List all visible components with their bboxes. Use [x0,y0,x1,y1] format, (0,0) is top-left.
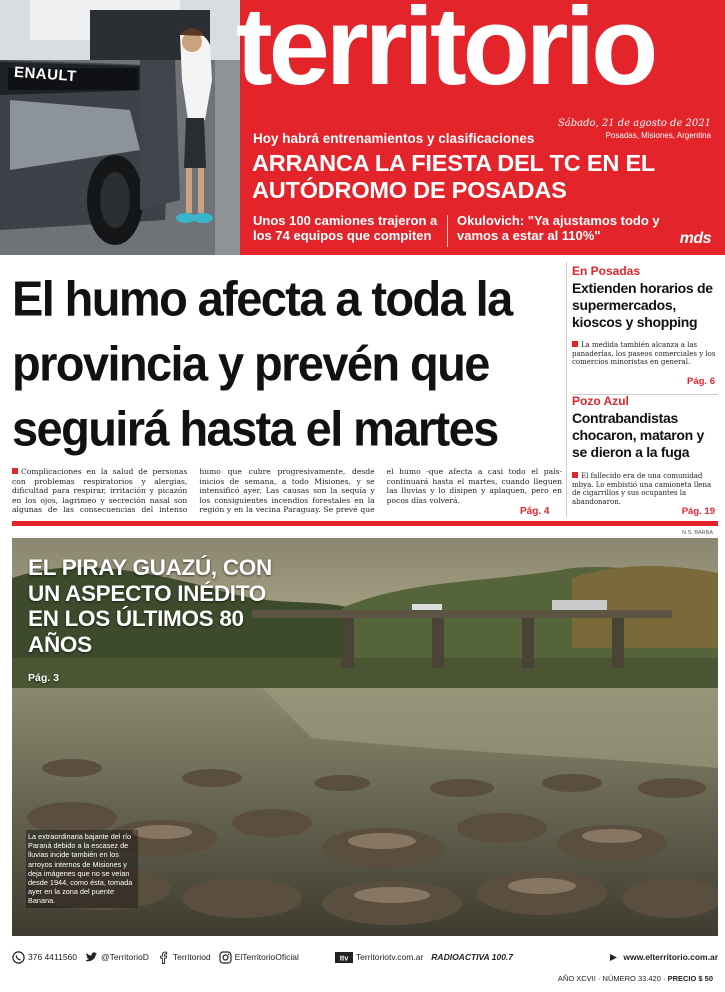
section-divider [12,521,718,526]
footer-twitter[interactable] [85,951,149,964]
bullet-icon [572,472,578,478]
footer-instagram-label: ElTerritorioOficial [234,952,299,962]
river-headline[interactable]: EL PIRAY GUAZÚ, CON UN ASPECTO INÉDITO EN LOS ÚLTIMOS 80 AÑOS [28,555,272,657]
svg-text:ttv: ttv [339,955,349,962]
side-kicker-pozo-azul: Pozo Azul [572,394,629,408]
issue-price: PRECIO $ 50 [667,974,713,983]
side-body-text: El fallecido era de una comunidad mbya. Lo embistió una camioneta llena de cigarrillos y sus ocupantes la abandonaron. [572,472,712,506]
facebook-icon [157,951,170,964]
river-page-ref[interactable]: Pág. 3 [28,672,59,684]
issue-number: NÚMERO 33.420 [602,974,661,983]
footer-instagram[interactable] [219,951,299,964]
tc-divider [447,215,448,247]
issue-year: AÑO XCVII [557,974,596,983]
side-title-pozo-azul[interactable]: Contrabandistas chocaron, mataron y se dieron a la fuga [572,410,705,460]
footer-radio[interactable] [431,951,513,964]
column-rule [566,262,567,517]
footer-twitter-label: @TerritorioD [101,952,149,962]
footer-website[interactable] [607,951,718,964]
footer-whatsapp-label: 376 4411560 [28,952,78,962]
main-body-text: Complicaciones en la salud de personas con problemas respiratorios y alergias, dificultad para respirar, irritación y picazón en los ojos, lagrimeo y secreción nasal son algunas de las consecuencias del intenso humo que cubre progresivamente, desde inicios de semana, a todo Misiones, y se intensificó ayer. Las causas son la sequía y los consiguientes incendios forestales en la región y en la vecina Paraguay. Se prevé que el humo -que afecta a casi todo el país- continuará hasta el martes, cuando lleguen las lluvias y lo disipen y aplaquen, pero en pocos días volverá. [12,467,562,515]
main-headline[interactable]: El humo afecta a toda la provincia y prevén que seguirá hasta el martes [12,270,512,457]
footer-ttv-label: Territoriotv.com.ar [355,952,424,962]
main-page-ref[interactable]: Pág. 4 [520,506,550,517]
side-page-posadas[interactable]: Pág. 6 [687,376,715,387]
side-body-text: La medida también alcanza a las panaderías, los paseos comerciales y los comercios minoristas en general. [572,341,716,367]
river-photo-caption: La extraordinaria bajante del río Paraná debido a la escasez de lluvias incide también en los arroyos internos de Misiones y deja imágenes que no se veían desde 1944, como ésta, tomada ayer en la zona del puente Banana. [26,830,138,908]
tc-kicker: Hoy habrá entrenamientos y clasificaciones [253,131,535,146]
ttv-icon [335,951,353,964]
footer-facebook[interactable] [157,951,211,964]
footer-social-bar [12,946,718,968]
side-kicker-posadas: En Posadas [572,264,641,278]
side-body-pozo-azul [572,472,718,506]
tc-subheadline-right[interactable]: Okulovich: "Ya ajustamos todo y vamos a estar al 110%" [457,213,660,244]
issue-date: Sábado, 21 de agosto de 2021 [557,118,711,129]
issue-place: Posadas, Misiones, Argentina [605,131,711,140]
tc-subheadline-left[interactable]: Unos 100 camiones trajeron a los 74 equipos que compiten [253,213,438,244]
instagram-icon [219,951,232,964]
footer-facebook-label: Territoriod [172,952,211,962]
side-body-posadas [572,341,718,367]
car-brand-label: ENAULT [13,63,78,86]
tc-headline[interactable]: ARRANCA LA FIESTA DEL TC EN EL AUTÓDROMO DE POSADAS [252,150,655,204]
main-story-body [12,467,562,515]
bullet-icon [12,468,18,474]
globe-icon [607,951,620,964]
side-title-posadas[interactable]: Extienden horarios de supermercados, kioscos y shopping [572,280,713,330]
masthead [0,0,725,255]
whatsapp-icon [12,951,25,964]
newspaper-logo[interactable]: territorio [236,0,655,108]
mds-partner-logo: mds [679,230,711,247]
bullet-icon [572,341,578,347]
side-page-pozo-azul[interactable]: Pág. 19 [681,506,715,517]
twitter-icon [85,951,98,964]
footer-ttv[interactable] [335,951,423,964]
footer-website-label: www.elterritorio.com.ar [623,952,718,962]
footer-whatsapp[interactable] [12,951,77,964]
tc-race-car-photo [0,0,240,255]
footer-radio-label: RADIOACTIVA 100.7 [431,952,514,962]
issue-info: AÑO XCVII · NÚMERO 33.420 · PRECIO $ 50 [557,974,713,983]
photo-credit: N.S. BARBA [682,530,713,536]
